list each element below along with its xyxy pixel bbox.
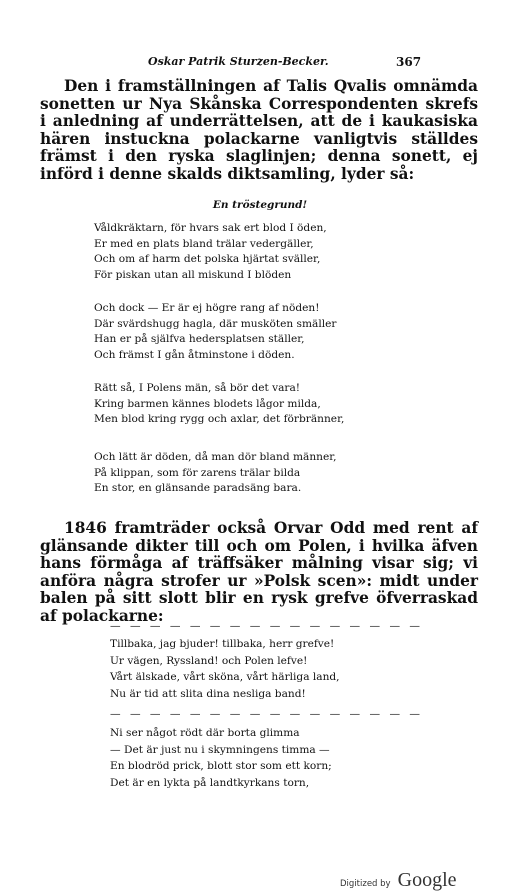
poem-line: På klippan, som för zarens trälar bilda	[94, 466, 301, 479]
excerpt-line: Nu är tid att slita dina nesliga band!	[110, 687, 306, 700]
excerpt-line: Ni ser något rödt där borta glimma	[110, 727, 300, 739]
dash-separator: — — — — — — — — — — — — — — — —	[110, 620, 424, 632]
poem-line: Våldkräktarn, för hvars sak ert blod I öden,	[94, 222, 327, 234]
excerpt-line: Ur vägen, Ryssland! och Polen lefve!	[110, 654, 308, 667]
poem-line: Rätt så, I Polens män, så bör det vara!	[94, 382, 301, 394]
poem-line: Er med en plats bland trälar vedergäller,	[94, 237, 314, 250]
digitized-by-google	[340, 869, 457, 892]
poem-line: Och lätt är döden, då man dör bland männer,	[94, 451, 337, 463]
poem-line: Och dock — Er är ej högre rang af nöden!	[94, 302, 320, 314]
dash-separator: — — — — — — — — — — — — — — — —	[110, 708, 424, 720]
excerpt-stanza-1	[110, 636, 340, 702]
excerpt-line: — Det är just nu i skymningens timma —	[110, 743, 330, 756]
poem-stanza-3	[94, 381, 344, 428]
page-header	[0, 55, 520, 73]
paragraph-intro	[40, 78, 478, 184]
poem-stanza-2	[94, 301, 336, 363]
poem-line: Där svärdshugg hagla, där musköten smäller	[94, 317, 337, 330]
poem-line: Han er på själfva hedersplatsen ställer,	[94, 333, 305, 345]
page-number: 367	[396, 55, 422, 69]
poem-stanza-4	[94, 450, 337, 497]
digitized-by-text: Digitized by	[340, 879, 391, 889]
poem-line: För piskan utan all miskund I blöden	[94, 268, 292, 281]
poem-line: Och främst I gån åtminstone i döden.	[94, 348, 295, 361]
excerpt-line: En blodröd prick, blott stor som ett korn;	[110, 760, 332, 772]
poem-stanza-1	[94, 221, 327, 283]
excerpt-stanza-2	[110, 725, 332, 791]
poem-line: Och om af harm det polska hjärtat sväller,	[94, 253, 321, 265]
excerpt-line: Tillbaka, jag bjuder! tillbaka, herr grefve!	[110, 638, 335, 650]
paragraph-orvar-odd-text: 1846 framträder också Orvar Odd med rent af glänsande dikter till och om Polen, i hvilka äfven hans förmåga af träffsäker målning visar sig; vi anföra några strofer ur »Polsk scen»: midt under balen på sitt slott blir en rysk grefve öfverraskad af polackarne:	[40, 519, 478, 625]
poem-line: Kring barmen kännes blodets lågor milda,	[94, 397, 321, 410]
poem-line: En stor, en glänsande paradsäng bara.	[94, 482, 302, 494]
poem-title: En tröstegrund!	[212, 199, 308, 211]
paragraph-orvar-odd	[40, 520, 478, 626]
paragraph-intro-text: Den i framställningen af Talis Qvalis omnämda sonetten ur Nya Skånska Correspondenten skrefs i anledning af underrättelsen, att de i kaukasiska hären instuckna polackarne vanligtvis ställdes främst i den ryska slaglinjen; denna sonett, ej införd i denne skalds diktsamling, lyder så:	[40, 77, 478, 183]
excerpt-line: Det är en lykta på landtkyrkans torn,	[110, 776, 310, 789]
excerpt-line: Vårt älskade, vårt sköna, vårt härliga land,	[110, 671, 340, 683]
poem-line: Men blod kring rygg och axlar, det förbränner,	[94, 413, 345, 425]
google-logo: Google	[397, 869, 457, 891]
running-head: Oskar Patrik Sturzen-Becker.	[148, 55, 329, 68]
